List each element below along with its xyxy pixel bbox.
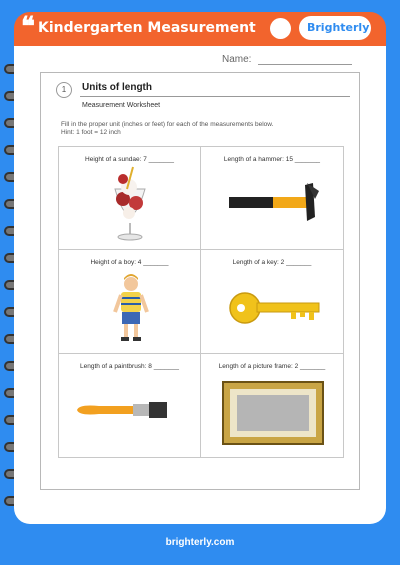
section-title: Units of length (82, 82, 152, 93)
measurement-cell-key (201, 250, 343, 353)
measurement-cell-hammer (201, 147, 343, 250)
hammer-icon (201, 147, 344, 251)
brand-logo: Brighterly (307, 21, 370, 34)
measurement-label[interactable]: Length of a hammer: 15 _______ (223, 156, 321, 163)
quote-icon: ❝ (21, 12, 35, 42)
measurement-cell-boy (59, 250, 201, 353)
sundae-icon (59, 147, 202, 251)
measurement-label[interactable]: Height of a sundae: 7 _______ (85, 156, 174, 163)
worksheet-title: Kindergarten Measurement (38, 20, 256, 36)
measurement-label[interactable]: Length of a key: 2 _______ (232, 259, 312, 267)
measurement-cell-sundae (59, 147, 201, 250)
header-circle-icon (270, 18, 291, 39)
measurement-cell-picture-frame (201, 354, 343, 457)
boy-icon (59, 250, 202, 354)
measurement-grid (58, 146, 344, 458)
name-field[interactable] (258, 64, 352, 65)
measurement-cell-paintbrush (59, 354, 201, 457)
section-subtitle: Measurement Worksheet (82, 102, 161, 109)
exercise-number: 1 (56, 82, 72, 98)
measurement-label[interactable]: Height of a boy: 4 _______ (90, 259, 169, 267)
title-divider (80, 96, 350, 97)
measurement-label[interactable]: Length of a paintbrush: 8 _______ (79, 362, 180, 370)
picture-frame-icon (201, 354, 344, 458)
paintbrush-icon (59, 354, 202, 458)
key-icon (201, 250, 344, 354)
measurement-label[interactable]: Length of a picture frame: 2 _______ (218, 362, 326, 370)
instructions-text: Fill in the proper unit (inches or feet) for each of the measurements below. (61, 121, 274, 128)
footer-url[interactable]: brighterly.com (165, 537, 235, 548)
name-label: Name: (222, 54, 252, 65)
hint-text: Hint: 1 foot = 12 inch (61, 129, 121, 136)
